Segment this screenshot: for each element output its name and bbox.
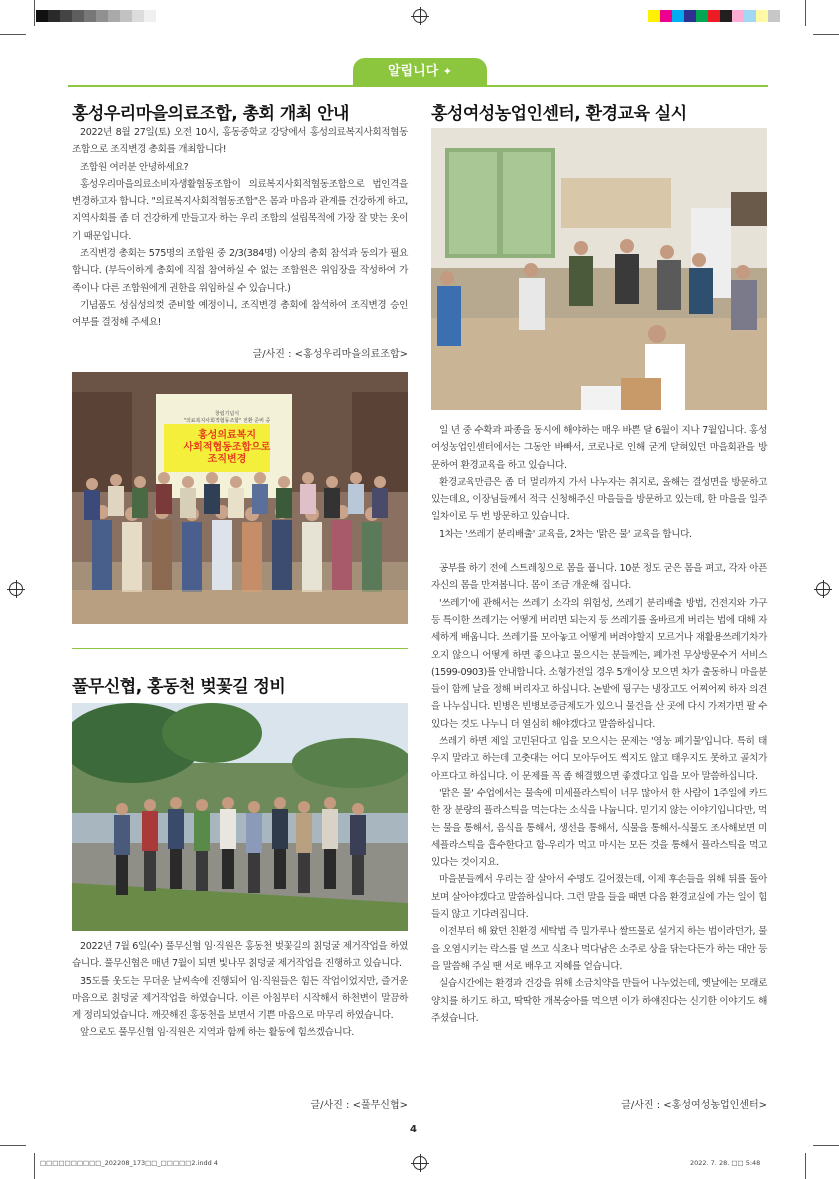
article-3-body — [431, 422, 767, 1027]
paragraph: 환경교육만큼은 좀 더 멀리까지 가서 나누자는 취지로, 올해는 결성면을 방문하고 있는데요, 이장님들께서 적극 신청해주신 마을들을 방문하고 있는데, 한 마을을 일주일차이로 두 번 방문하고 있습니다. — [431, 476, 767, 523]
article-2-title: 풀무신협, 홍동천 벚꽃길 정비 — [72, 677, 286, 697]
article-1-title: 홍성우리마을의료조합, 총회 개최 안내 — [72, 104, 349, 124]
footer-timestamp: 2022. 7. 28. □□ 5:48 — [690, 1159, 761, 1167]
sparkle-icon: ✦ — [442, 65, 452, 78]
paragraph: 35도를 웃도는 무더운 날씨속에 진행되어 임·직원들은 힘든 작업이었지만, 즐거운 마음으로 칡덩굴 제거작업을 하였습니다. 이른 아침부터 시작해서 하천변이 말끔하게 정리되었습니다. 깨끗해진 홍동천을 보면서 기쁜 마음으로 마무리 하였습니다. — [72, 975, 408, 1022]
paragraph: 조합원 여러분 안녕하세요? — [80, 161, 189, 173]
crop-mark — [813, 1145, 839, 1146]
river-cleanup-photo — [72, 703, 408, 931]
registration-mark-icon — [413, 1156, 427, 1170]
screen-subcaption: "의료복지사회적협동조합" 전환 준비 중 — [183, 418, 271, 424]
paragraph: 홍성우리마을의료소비자생활협동조합이 의료복지사회적협동조합으로 법인격을 변경하고자 합니다. "의료복지사회적협동조합"은 몸과 마음과 관계를 건강하게 하고, 지역사회를 좀 더 건강하게 만들고자 하는 우리 조합의 설립목적에 가장 잘 맞는 옷이기 때문입니다. — [72, 178, 408, 242]
paragraph: 기념품도 성심성의껏 준비할 예정이니, 조직변경 총회에 참석하여 조직변경 승인 여부를 결정해 주세요! — [72, 299, 408, 329]
article-1-body — [72, 124, 408, 332]
crop-mark — [805, 1153, 806, 1179]
registration-mark-icon — [413, 9, 427, 23]
paragraph — [431, 543, 767, 560]
article-2-body — [72, 938, 408, 1042]
paragraph: 1차는 '쓰레기 분리배출' 교육을, 2차는 '맑은 물' 교육을 합니다. — [439, 528, 692, 540]
article-3-title: 홍성여성농업인센터, 환경교육 실시 — [431, 104, 687, 124]
column-divider — [72, 648, 408, 649]
paragraph: 공부를 하기 전에 스트레칭으로 몸을 풉니다. 10분 정도 굳은 몸을 펴고, 각자 아픈 자신의 몸을 만져봅니다. 몸이 조금 개운해 집니다. — [431, 563, 767, 592]
article-2-credit: 글/사진 : <풀무신협> — [310, 1100, 408, 1111]
footer-filename: □□□□□□□□□□_202208_173□□_□□□□□2.indd 4 — [40, 1159, 218, 1167]
paragraph: 일 년 중 수확과 파종을 동시에 해야하는 매우 바쁜 달 6월이 지나 7월입니다. 홍성여성농업인센터에서는 그동안 바빠서, 코로나로 인해 굳게 닫혀있던 마을회관을 방문하여 환경교육을 하고 있습니다. — [431, 425, 767, 471]
color-bar — [648, 10, 780, 22]
crop-mark — [0, 34, 26, 35]
crop-mark — [813, 34, 839, 35]
screen-headline: 사회적협동조합으로 — [183, 442, 271, 453]
page-number: 4 — [410, 1124, 417, 1135]
paragraph: 앞으로도 풀무신협 임·직원은 지역과 함께 하는 활동에 힘쓰겠습니다. — [80, 1027, 354, 1039]
paragraph: 실습시간에는 환경과 건강을 위해 소금치약을 만들어 나누었는데, 옛날에는 모래로 양치를 하기도 하고, 딱딱한 개복숭아를 먹으면 이가 하얘진다는 신기한 이야기도 해주셨습니다. — [431, 978, 767, 1024]
crop-mark — [0, 1145, 26, 1146]
registration-mark-icon — [816, 582, 830, 596]
paragraph: '맑은 물' 수업에서는 물속에 미세플라스틱이 너무 많아서 한 사람이 1주일에 카드 한 장 분량의 플라스틱을 먹는다는 소식을 나눕니다. 믿기지 않는 이야기입니다만, 먹는 물을 통해서, 음식을 통해서, 생선을 통해서, 식물을 통해서-식물도 조사해보면 미세플라스틱을 흡수한다고 함-우리가 먹고 마시는 모든 것을 통해서 플라스틱을 먹고 있다는 것이지요. — [431, 787, 767, 869]
screen-headline: 홍성의료복지 — [198, 430, 256, 441]
paragraph: 마을분들께서 우리는 잘 살아서 수명도 길어졌는데, 이제 후손들을 위해 뒤를 돌아보며 살아야겠다고 말씀하십니다. 그런 말을 들을 때면 다음 환경교실에 가는 일이 힘들지 않고 기다려집니다. — [431, 874, 767, 921]
registration-mark-icon — [9, 582, 23, 596]
paragraph: 조직변경 총회는 575명의 조합원 중 2/3(384명) 이상의 총회 참석과 동의가 필요합니다. (부득이하게 총회에 직접 참여하실 수 없는 조합원은 위임장을 작성하여 가족이나 다른 조합원에게 권한을 위임하실 수 있습니다.) — [72, 248, 408, 294]
paragraph: 2022년 7월 6일(수) 풀무신협 임·직원은 홍동천 벚꽃길의 칡덩굴 제거작업을 하였습니다. 풀무신협은 매년 7월이 되면 빛나무 칡덩굴 제거작업을 진행하고 있습니다. — [72, 941, 408, 970]
paragraph: 2022년 8월 27일(토) 오전 10시, 홍동중학교 강당에서 홍성의료복지사회적협동조합으로 조직변경 총회를 개최합니다! — [72, 127, 408, 156]
article-3-credit: 글/사진 : <홍성여성농업인센터> — [621, 1100, 767, 1111]
article-1-credit: 글/사진 : <홍성우리마을의료조합> — [252, 349, 408, 360]
crop-mark — [805, 0, 806, 26]
paragraph: '쓰레기'에 관해서는 쓰레기 소각의 위험성, 쓰레기 분리배출 방법, 건전지와 가구 등 특이한 쓰레기는 어떻게 버리면 되는지 등 쓰레기를 올바르게 버리는 법에 대해 자세하게 배웁니다. 쓰레기를 모아놓고 어떻게 버려야할지 모르거나 재활용쓰레기차가 오지 않으니 어떻게 하면 좋으냐고 물으시는 분들께는, 폐가전 무상방문수거 서비스(1599-0903)를 안내합니다. 소형가전일 경우 5개이상 모으면 차가 출동하니 마을분들이 함께 날을 정해 버리자고 하십니다. 논밭에 뒹구는 냉장고도 어찌어찌 하자 의견을 나누십니다. 빈병은 빈병보증금제도가 있으니 물건을 산 곳에 다시 가져가면 팔 수 있다는 것도 나누니 더 열심히 해야겠다고 말씀하십니다. — [431, 597, 767, 730]
header-rule — [68, 85, 768, 87]
paragraph: 이전부터 해 왔던 친환경 세탁법 즉 밀가루나 쌀뜨물로 설거지 하는 법이라던가, 물을 오염시키는 락스를 덜 쓰고 식초나 먹다남은 소주로 상을 닦는다든가 하는 대안 등을 말씀해 주실 땐 서로 배우고 지혜를 얻습니다. — [431, 926, 767, 972]
crop-mark — [34, 1153, 35, 1179]
section-tag — [353, 58, 487, 86]
section-tag-label: 알립니다 — [388, 64, 439, 79]
environment-class-photo — [431, 128, 767, 410]
screen-headline: 조직변경 — [207, 454, 247, 465]
screen-caption: 창립기념식 — [214, 411, 240, 417]
crop-mark — [34, 0, 35, 26]
projection-screen — [172, 410, 282, 466]
grayscale-bar — [36, 10, 156, 22]
paragraph: 쓰레기 하면 제일 고민된다고 입을 모으시는 문제는 '영농 폐기물'입니다. 특히 태우지 말라고 하는데 고춧대는 어디 모아두어도 썩지도 않고 태우지도 못하고 골치가 아프다고 하십니다. 이 문제를 꼭 좀 해결했으면 좋겠다고 입을 모아 말씀하십니다. — [431, 736, 767, 782]
assembly-group-photo — [72, 372, 408, 624]
